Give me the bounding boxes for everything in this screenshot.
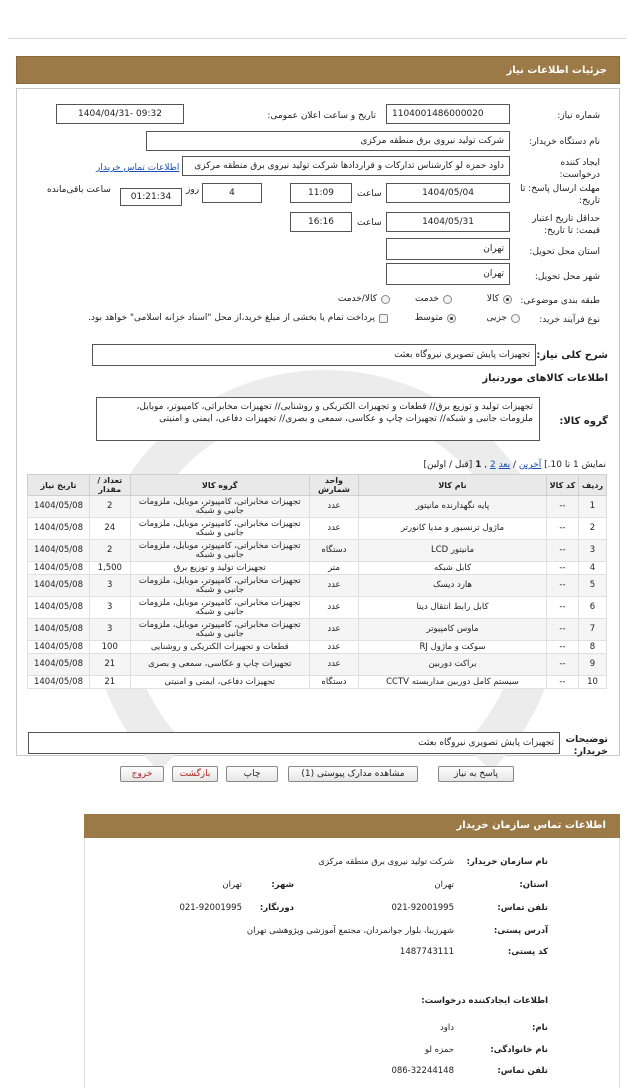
remaining-field: 01:21:34 [120,188,182,206]
table-row [28,597,607,619]
cell-need-date: 1404/05/08 [28,562,90,575]
contact-address: شهرزیبا، بلوار جوانمردان، مجتمع آموزشی وپژوهشی تهران [246,926,454,936]
need-number-field: 1104001486000020 [386,104,510,124]
category-option-goods[interactable]: کالا [487,294,512,304]
category-label: طبقه بندی موضوعی: [520,296,600,306]
province-label: استان محل تحویل: [529,247,600,257]
cell-quantity: 21 [89,654,130,676]
cell-goods-code: -- [546,641,578,654]
validity-time-field: 16:16 [290,212,352,232]
cell-goods-name: مانیتور LCD [359,540,547,562]
creator-field: داود حمزه لو کارشناس تدارکات و قراردادها شرکت تولید نیروی برق منطقه مرکزی [182,156,510,176]
paging-last-link[interactable]: آخرین [518,460,542,470]
goods-group-field: تجهیزات تولید و توزیع برق// قطعات و تجهیزات الکتریکی و روشنایی// تجهیزات مخابراتی، کامپیوتر، موبایل، ملزومات جانبی و شبکه// تجهیزات چاپ و عکاسی، سمعی و بصری// تجهیزات دفاعی، ایمنی و امنیتی [96,397,540,441]
category-option-both[interactable]: کالا/خدمت [338,294,390,304]
cell-need-date: 1404/05/08 [28,518,90,540]
paging-page-2[interactable]: 2 [489,460,496,470]
back-button[interactable]: بازگشت [172,766,218,782]
cell-unit: دستگاه [309,676,358,689]
cell-unit: دستگاه [309,540,358,562]
contact-org: شرکت تولید نیروی برق منطقه مرکزی [318,857,454,867]
cell-goods-group: تجهیزات مخابراتی، کامپیوتر، موبایل، ملزومات جانبی و شبکه [130,597,309,619]
cell-goods-name: سوکت و ماژول RJ [359,641,547,654]
cell-quantity: 3 [89,575,130,597]
paging-bar: نمایش 1 تا 10.] آخرین / بعد 2 , 1 [قبل / اولین] [423,460,606,470]
cell-goods-group: تجهیزات مخابراتی، کامپیوتر، موبایل، ملزومات جانبی و شبکه [130,575,309,597]
cell-row-number: 6 [578,597,606,619]
cell-need-date: 1404/05/08 [28,654,90,676]
cell-row-number: 1 [578,496,606,518]
table-row [28,619,607,641]
goods-info-title: اطلاعات کالاهای موردنیاز [482,373,608,384]
cell-need-date: 1404/05/08 [28,575,90,597]
cell-unit: عدد [309,654,358,676]
cell-row-number: 10 [578,676,606,689]
creator-name-label: نام: [531,1023,548,1033]
contact-province-label: استان: [519,880,548,890]
cell-quantity: 3 [89,619,130,641]
creator-phone-label: تلفن تماس: [497,1066,548,1076]
cell-goods-name: هارد دیسک [359,575,547,597]
goods-group-label: گروه کالا: [559,416,608,427]
cell-row-number: 8 [578,641,606,654]
contact-fax-label: دورنگار: [259,903,294,913]
contact-section-title: اطلاعات تماس سازمان خریدار [84,814,620,838]
cell-goods-code: -- [546,496,578,518]
table-row [28,496,607,518]
cell-quantity: 1,500 [89,562,130,575]
cell-goods-code: -- [546,562,578,575]
contact-fax: 021-92001995 [179,903,242,913]
cell-goods-group: تجهیزات چاپ و عکاسی، سمعی و بصری [130,654,309,676]
process-option-minor[interactable]: جزیی [486,313,520,323]
cell-quantity: 2 [89,540,130,562]
buyer-notes-field: تجهیزات پایش تصویری نیروگاه بعثت [28,732,560,754]
table-row [28,575,607,597]
cell-goods-code: -- [546,654,578,676]
cell-unit: متر [309,562,358,575]
buyer-notes-label: توضیحات خریدار: [565,734,608,757]
contact-org-label: نام سازمان خریدار: [466,857,548,867]
cell-goods-name: کابل شبکه [359,562,547,575]
cell-goods-name: ماوس کامپیوتر [359,619,547,641]
cell-quantity: 2 [89,496,130,518]
summary-label: شرح کلی نیاز: [536,350,608,361]
cell-goods-group: تجهیزات مخابراتی، کامپیوتر، موبایل، ملزومات جانبی و شبکه [130,540,309,562]
cell-goods-code: -- [546,676,578,689]
cell-goods-group: تجهیزات تولید و توزیع برق [130,562,309,575]
checkbox-icon[interactable] [379,314,388,323]
creator-phone: 086-32244148 [391,1066,454,1076]
cell-goods-group: تجهیزات دفاعی، ایمنی و امنیتی [130,676,309,689]
cell-unit: عدد [309,619,358,641]
cell-row-number: 5 [578,575,606,597]
cell-row-number: 9 [578,654,606,676]
cell-row-number: 4 [578,562,606,575]
table-row [28,641,607,654]
table-row [28,676,607,689]
contact-province: تهران [434,880,454,890]
cell-unit: عدد [309,496,358,518]
cell-goods-name: ماژول ترنسیور و مدیا کانورتر [359,518,547,540]
treasury-payment-option[interactable]: پرداخت تمام یا بخشی از مبلغ خرید،از محل "اسناد خزانه اسلامی" خواهد بود. [88,313,388,323]
reply-button[interactable]: پاسخ به نیاز [438,766,514,782]
cell-need-date: 1404/05/08 [28,597,90,619]
col-row: ردیف [578,475,606,496]
cell-goods-code: -- [546,540,578,562]
process-label: نوع فرآیند خرید: [539,315,600,325]
creator-family-label: نام خانوادگی: [490,1045,548,1055]
contact-phone: 021-92001995 [391,903,454,913]
announce-field: 1404/04/31- 09:32 [56,104,184,124]
province-field: تهران [386,238,510,260]
cell-goods-name: کابل رابط انتقال دیتا [359,597,547,619]
col-name: نام کالا [359,475,547,496]
table-row [28,540,607,562]
cell-need-date: 1404/05/08 [28,496,90,518]
cell-goods-code: -- [546,597,578,619]
cell-goods-group: تجهیزات مخابراتی، کامپیوتر، موبایل، ملزومات جانبی و شبکه [130,518,309,540]
col-unit: واحد شمارش [309,475,358,496]
creator-family: حمزه لو [425,1045,454,1055]
contact-postal-label: کد پستی: [507,947,548,957]
cell-need-date: 1404/05/08 [28,641,90,654]
cell-row-number: 3 [578,540,606,562]
print-button[interactable]: چاپ [226,766,278,782]
creator-label: ایجاد کننده درخواست: [559,158,600,180]
col-code: کد کالا [546,475,578,496]
paging-page-1: 1 [475,460,482,470]
validity-label: حداقل تاریخ اعتبار قیمت: تا تاریخ: [532,214,600,236]
cell-goods-group: تجهیزات مخابراتی، کامپیوتر، موبایل، ملزومات جانبی و شبکه [130,619,309,641]
exit-button[interactable]: خروج [120,766,164,782]
buyer-org-label: نام دستگاه خریدار: [529,137,600,147]
table-row [28,654,607,676]
creator-name: داود [439,1023,454,1033]
days-label: روز [186,185,200,195]
top-divider [8,38,626,39]
cell-quantity: 24 [89,518,130,540]
attachments-button[interactable]: مشاهده مدارک پیوستی (1) [288,766,418,782]
cell-row-number: 7 [578,619,606,641]
cell-quantity: 21 [89,676,130,689]
buyer-contact-link[interactable]: اطلاعات تماس خریدار [96,163,180,173]
contact-city: تهران [222,880,242,890]
table-row [28,562,607,575]
col-qty: تعداد / مقدار [89,475,130,496]
cell-row-number: 2 [578,518,606,540]
radio-icon[interactable] [447,314,456,323]
cell-goods-group: قطعات و تجهیزات الکتریکی و روشنایی [130,641,309,654]
city-label: شهر محل تحویل: [534,272,600,282]
cell-unit: عدد [309,575,358,597]
cell-goods-code: -- [546,575,578,597]
reply-time-field: 11:09 [290,183,352,203]
reply-time-label: ساعت [357,189,382,199]
reply-deadline-label: مهلت ارسال پاسخ: تا تاریخ: [520,184,600,206]
remaining-label: ساعت باقی‌مانده [47,185,111,195]
contact-address-label: آدرس پستی: [493,926,548,936]
creator-info-title: اطلاعات ایجادکننده درخواست: [421,996,548,1006]
items-table [27,474,607,689]
validity-date-field: 1404/05/31 [386,212,510,232]
cell-goods-name: پایه نگهدارنده مانیتور [359,496,547,518]
cell-goods-name: براکت دوربین [359,654,547,676]
cell-unit: عدد [309,518,358,540]
cell-need-date: 1404/05/08 [28,540,90,562]
process-option-medium[interactable]: متوسط [415,313,456,323]
table-row [28,518,607,540]
contact-postal: 1487743111 [399,947,454,957]
cell-quantity: 100 [89,641,130,654]
contact-city-label: شهر: [271,880,294,890]
validity-time-label: ساعت [357,218,382,228]
cell-unit: عدد [309,597,358,619]
table-header-row [28,475,607,496]
contact-phone-label: تلفن تماس: [497,903,548,913]
need-number-label: شماره نیاز: [557,111,600,121]
radio-icon[interactable] [443,295,452,304]
paging-tail: [قبل / اولین] [423,460,473,470]
cell-goods-code: -- [546,619,578,641]
col-date: تاریخ نیاز [28,475,90,496]
category-option-service[interactable]: خدمت [415,294,452,304]
page-title: جزئیات اطلاعات نیاز [16,56,620,84]
cell-quantity: 3 [89,597,130,619]
radio-icon[interactable] [503,295,512,304]
cell-goods-group: تجهیزات مخابراتی، کامپیوتر، موبایل، ملزومات جانبی و شبکه [130,496,309,518]
cell-goods-name: سیستم کامل دوربین مداربسته CCTV [359,676,547,689]
days-field: 4 [202,183,262,203]
city-field: تهران [386,263,510,285]
cell-need-date: 1404/05/08 [28,619,90,641]
announce-label: تاریخ و ساعت اعلان عمومی: [267,111,376,121]
cell-goods-code: -- [546,518,578,540]
col-group: گروه کالا [130,475,309,496]
radio-icon[interactable] [381,295,390,304]
cell-need-date: 1404/05/08 [28,676,90,689]
reply-date-field: 1404/05/04 [386,183,510,203]
radio-icon[interactable] [511,314,520,323]
buyer-org-field: شرکت تولید نیروی برق منطقه مرکزی [146,131,510,151]
paging-next-link[interactable]: بعد [498,460,511,470]
summary-field: تجهیزات پایش تصویری نیروگاه بعثت [92,344,536,366]
cell-unit: عدد [309,641,358,654]
